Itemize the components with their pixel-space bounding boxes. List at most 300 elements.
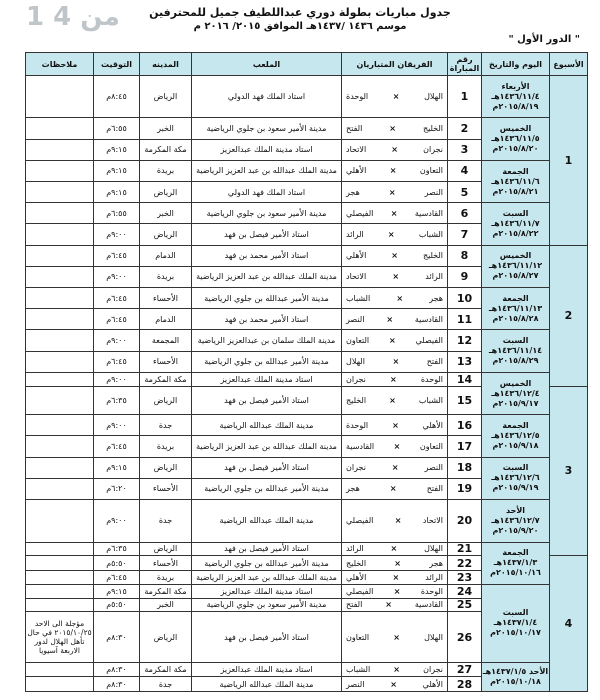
kickoff-time: ٦:٤٥م: [94, 309, 140, 330]
teams-pair: [346, 573, 443, 582]
city: الرياض: [140, 182, 192, 203]
week-number: 3: [550, 386, 588, 556]
versus-mark: ×: [390, 679, 397, 689]
match-note: [26, 662, 94, 676]
away-team: التعاون: [346, 336, 370, 346]
teams-pair: [346, 124, 443, 133]
away-team: النصر: [346, 314, 365, 324]
table-row: [26, 288, 588, 309]
versus-mark: ×: [389, 336, 396, 346]
versus-mark: ×: [389, 484, 397, 494]
match-note: [26, 160, 94, 181]
match-date: الجمعة ١٤٣٦/١١/٦هـ ٢٠١٥/٨/٢١م: [482, 160, 550, 202]
city: الأحساء: [140, 478, 192, 499]
teams-pair: [346, 357, 443, 366]
match-number: 4: [448, 160, 482, 181]
match-note: [26, 542, 94, 556]
stadium: استاد مدينة الملك عبدالعزيز: [192, 584, 342, 598]
teams-pair: [346, 600, 443, 609]
kickoff-time: ٩:١٥م: [94, 457, 140, 478]
match-teams: [342, 598, 448, 612]
kickoff-time: ٦:٥٥م: [94, 118, 140, 139]
away-team: الرائد: [346, 544, 364, 554]
home-team: الوحدة: [420, 374, 443, 384]
home-team: نجران: [423, 665, 443, 675]
match-note: [26, 288, 94, 309]
away-team: الأهلي: [346, 166, 367, 176]
match-number: 13: [448, 351, 482, 372]
col-date: اليوم والتاريخ: [482, 53, 550, 76]
away-team: الخليج: [346, 395, 367, 405]
home-team: الفيصلي: [415, 336, 443, 346]
col-week: الأسبوع: [550, 53, 588, 76]
match-number: 21: [448, 542, 482, 556]
city: بريدة: [140, 160, 192, 181]
teams-pair: [346, 544, 443, 553]
away-team: الاتحاد: [346, 272, 367, 282]
away-team: الأهلي: [346, 251, 367, 261]
match-teams: [342, 139, 448, 160]
match-number: 16: [448, 415, 482, 436]
stadium: مدينة الملك عبدالله بن عبد العزيز الرياضية: [192, 160, 342, 181]
stadium: مدينة الأمير عبدالله بن جلوي الرياضية: [192, 351, 342, 372]
match-teams: [342, 386, 448, 415]
match-number: 26: [448, 612, 482, 663]
match-note: [26, 500, 94, 542]
stadium: مدينة الملك عبدالله بن عبد العزيز الرياضية: [192, 266, 342, 287]
match-note: [26, 224, 94, 245]
table-row: [26, 245, 588, 266]
week-number: 2: [550, 245, 588, 386]
city: الخبر: [140, 118, 192, 139]
match-teams: [342, 436, 448, 457]
versus-mark: ×: [396, 293, 404, 303]
match-number: 18: [448, 457, 482, 478]
match-number: 5: [448, 182, 482, 203]
home-team: الخليج: [422, 251, 443, 261]
kickoff-time: ٩:١٥م: [94, 584, 140, 598]
stadium: مدينة الأمير سعود بن جلوي الرياضية: [192, 203, 342, 224]
kickoff-time: ٦:٢٠م: [94, 478, 140, 499]
kickoff-time: ٦:٤٥م: [94, 571, 140, 585]
match-teams: [342, 612, 448, 663]
match-note: [26, 76, 94, 118]
match-number: 9: [448, 266, 482, 287]
table-row: [26, 500, 588, 542]
away-team: الوحدة: [346, 420, 369, 430]
city: الرياض: [140, 612, 192, 663]
match-date: السبت ١٤٣٦/١١/٧هـ ٢٠١٥/٨/٢٢م: [482, 203, 550, 245]
match-note: مؤجلة الى الاحد ٢٠١٥/١٠/٢٥ في حال تأهل الهلال لدور الاربعة آسيويا: [26, 612, 94, 663]
match-number: 15: [448, 386, 482, 415]
match-note: [26, 182, 94, 203]
stadium: استاد الأمير محمد بن فهد: [192, 245, 342, 266]
teams-pair: [346, 336, 443, 345]
match-number: 1: [448, 76, 482, 118]
match-number: 12: [448, 330, 482, 351]
kickoff-time: ٩:٠٠م: [94, 415, 140, 436]
versus-mark: ×: [389, 124, 396, 134]
city: الأحساء: [140, 288, 192, 309]
stadium: مدينة الملك سلمان بن عبدالعزيز الرياضية: [192, 330, 342, 351]
home-team: القادسية: [414, 600, 443, 610]
table-row: [26, 662, 588, 676]
city: مكة المكرمة: [140, 372, 192, 386]
match-number: 19: [448, 478, 482, 499]
match-teams: [342, 245, 448, 266]
away-team: نجران: [346, 463, 366, 473]
teams-pair: [346, 251, 443, 260]
city: مكة المكرمة: [140, 139, 192, 160]
match-note: [26, 457, 94, 478]
away-team: القادسية: [346, 442, 375, 452]
home-team: الهلال: [424, 92, 443, 102]
match-teams: [342, 457, 448, 478]
match-number: 23: [448, 571, 482, 585]
match-teams: [342, 351, 448, 372]
teams-pair: [346, 92, 443, 101]
match-note: [26, 556, 94, 571]
match-date: الخميس ١٤٣٦/١١/١٢هـ ٢٠١٥/٨/٢٧م: [482, 245, 550, 287]
stadium: استاد الأمير فيصل بن فهد: [192, 457, 342, 478]
teams-pair: [346, 484, 443, 493]
season-line: موسم ١٤٣٦ /١٤٣٧هـ الموافق ٢٠١٥/ ٢٠١٦ م: [193, 21, 407, 32]
home-team: هجر: [429, 558, 443, 568]
home-team: النصر: [424, 187, 443, 197]
home-team: الخليج: [422, 124, 443, 134]
kickoff-time: ٩:٠٠م: [94, 266, 140, 287]
match-note: [26, 139, 94, 160]
stadium: استاد الملك فهد الدولي: [192, 76, 342, 118]
home-team: الهلال: [424, 632, 443, 642]
match-note: [26, 598, 94, 612]
kickoff-time: ٩:١٥م: [94, 160, 140, 181]
away-team: الأهلي: [346, 573, 367, 583]
kickoff-time: ٦:٤٥م: [94, 436, 140, 457]
match-date: الأربعاء ١٤٣٦/١١/٤هـ ٢٠١٥/٨/١٩م: [482, 76, 550, 118]
versus-mark: ×: [392, 573, 400, 583]
table-row: [26, 330, 588, 351]
schedule-table: [25, 52, 588, 692]
col-city: المدينه: [140, 53, 192, 76]
stadium: مدينة الأمير عبدالله بن جلوي الرياضية: [192, 288, 342, 309]
versus-mark: ×: [393, 665, 400, 675]
match-teams: [342, 372, 448, 386]
match-teams: [342, 415, 448, 436]
round-label: " الدور الأول ": [508, 34, 580, 45]
versus-mark: ×: [393, 586, 401, 596]
city: جدة: [140, 500, 192, 542]
kickoff-time: ٦:٣٥م: [94, 542, 140, 556]
match-number: 27: [448, 662, 482, 676]
away-team: الوحدة: [346, 92, 369, 102]
col-match-number: رقم المباراة: [448, 53, 482, 76]
kickoff-time: ٥:٥٠م: [94, 556, 140, 571]
versus-mark: ×: [390, 544, 398, 554]
city: بريدة: [140, 266, 192, 287]
week-number: 4: [550, 556, 588, 692]
teams-pair: [346, 680, 443, 689]
match-note: [26, 351, 94, 372]
stadium: مدينة الملك عبدالله بن عبد العزيز الرياضية: [192, 571, 342, 585]
col-teams: الفريقان المتباريان: [342, 53, 448, 76]
teams-pair: [346, 559, 443, 568]
match-teams: [342, 182, 448, 203]
home-team: النصر: [424, 463, 443, 473]
away-team: الشباب: [346, 665, 371, 675]
home-team: الرائد: [425, 272, 443, 282]
versus-mark: ×: [389, 395, 396, 405]
away-team: هجر: [346, 187, 360, 197]
teams-pair: [346, 209, 443, 218]
home-team: القادسية: [414, 208, 443, 218]
page-indicator: 1 من 4: [26, 2, 120, 32]
match-teams: [342, 330, 448, 351]
teams-pair: [346, 188, 443, 197]
kickoff-time: ٩:١٥م: [94, 182, 140, 203]
match-note: [26, 386, 94, 415]
versus-mark: ×: [390, 208, 398, 218]
kickoff-time: ٦:٤٥م: [94, 351, 140, 372]
match-teams: [342, 224, 448, 245]
city: الرياض: [140, 76, 192, 118]
home-team: نجران: [423, 145, 443, 155]
city: جدة: [140, 415, 192, 436]
city: بريدة: [140, 571, 192, 585]
home-team: التعاون: [419, 442, 443, 452]
match-date: السبت ١٤٣٦/١٢/٦هـ ٢٠١٥/٩/١٩م: [482, 457, 550, 499]
versus-mark: ×: [393, 442, 401, 452]
teams-pair: [346, 315, 443, 324]
city: الأحساء: [140, 556, 192, 571]
match-number: 22: [448, 556, 482, 571]
teams-pair: [346, 145, 443, 154]
versus-mark: ×: [392, 420, 399, 430]
match-number: 3: [448, 139, 482, 160]
stadium: مدينة الملك عبدالله الرياضية: [192, 677, 342, 692]
home-team: الفتح: [426, 357, 443, 367]
match-note: [26, 118, 94, 139]
match-teams: [342, 118, 448, 139]
teams-pair: [346, 375, 443, 384]
versus-mark: ×: [386, 314, 394, 324]
city: الرياض: [140, 224, 192, 245]
match-date: الخميس ١٤٣٦/١١/٥هـ ٢٠١٥/٨/٢٠م: [482, 118, 550, 160]
teams-pair: [346, 633, 443, 642]
match-note: [26, 584, 94, 598]
match-date: الأحد ١٤٣٦/١٢/٧هـ ٢٠١٥/٩/٢٠م: [482, 500, 550, 542]
teams-pair: [346, 421, 443, 430]
kickoff-time: ٩:١٥م: [94, 139, 140, 160]
teams-pair: [346, 396, 443, 405]
kickoff-time: ٨:٣٠م: [94, 662, 140, 676]
stadium: استاد مدينة الملك عبدالعزيز: [192, 662, 342, 676]
kickoff-time: ٩:٠٠م: [94, 372, 140, 386]
match-teams: [342, 556, 448, 571]
schedule-body: [26, 76, 588, 692]
stadium: استاد الأمير فيصل بن فهد: [192, 224, 342, 245]
match-number: 24: [448, 584, 482, 598]
teams-pair: [346, 463, 443, 472]
table-row: [26, 584, 588, 598]
kickoff-time: ٨:٣٠م: [94, 677, 140, 692]
match-teams: [342, 478, 448, 499]
versus-mark: ×: [388, 187, 396, 197]
table-row: [26, 118, 588, 139]
away-team: التعاون: [346, 632, 370, 642]
match-number: 2: [448, 118, 482, 139]
city: جدة: [140, 677, 192, 692]
match-teams: [342, 542, 448, 556]
match-teams: [342, 266, 448, 287]
kickoff-time: ٨:٣٠م: [94, 612, 140, 663]
teams-pair: [346, 166, 443, 175]
teams-pair: [346, 272, 443, 281]
match-number: 6: [448, 203, 482, 224]
kickoff-time: ٦:٤٥م: [94, 288, 140, 309]
match-date: الجمعة ١٤٣٧/١/٣هـ ٢٠١٥/١٠/١٦م: [482, 542, 550, 584]
table-row: [26, 160, 588, 181]
city: الرياض: [140, 386, 192, 415]
city: الرياض: [140, 542, 192, 556]
city: المجمعة: [140, 330, 192, 351]
document-title: جدول مباريات بطولة دوري عبداللطيف جميل للمحترفين: [149, 6, 451, 19]
match-number: 20: [448, 500, 482, 542]
city: مكة المكرمة: [140, 584, 192, 598]
match-number: 14: [448, 372, 482, 386]
match-number: 11: [448, 309, 482, 330]
match-date: السبت ١٤٣٦/١١/١٤هـ ٢٠١٥/٨/٢٩م: [482, 330, 550, 372]
kickoff-time: ٩:٠٠م: [94, 500, 140, 542]
kickoff-time: ٦:٣٥م: [94, 386, 140, 415]
table-row: [26, 372, 588, 386]
match-date: الجمعة ١٤٣٦/١١/١٣هـ ٢٠١٥/٨/٢٨م: [482, 288, 550, 330]
kickoff-time: ٦:٤٥م: [94, 245, 140, 266]
city: بريدة: [140, 436, 192, 457]
versus-mark: ×: [391, 145, 398, 155]
stadium: مدينة الأمير عبدالله بن جلوي الرياضية: [192, 478, 342, 499]
stadium: مدينة الأمير عبدالله بن جلوي الرياضية: [192, 556, 342, 571]
city: الأحساء: [140, 351, 192, 372]
versus-mark: ×: [394, 558, 401, 568]
table-row: [26, 76, 588, 118]
col-time: التوقيت: [94, 53, 140, 76]
kickoff-time: ٦:٥٥م: [94, 203, 140, 224]
stadium: مدينة الملك عبدالله الرياضية: [192, 415, 342, 436]
home-team: الوحدة: [420, 586, 443, 596]
teams-pair: [346, 294, 443, 303]
match-number: 10: [448, 288, 482, 309]
match-date: الخميس ١٤٣٦/١٢/٤هـ ٢٠١٥/٩/١٧م: [482, 372, 550, 414]
stadium: مدينة الأمير سعود بن جلوي الرياضية: [192, 118, 342, 139]
match-note: [26, 571, 94, 585]
versus-mark: ×: [394, 516, 402, 526]
versus-mark: ×: [385, 600, 392, 610]
match-date: الجمعة ١٤٣٦/١٢/٥هـ ٢٠١٥/٩/١٨م: [482, 415, 550, 457]
versus-mark: ×: [392, 272, 400, 282]
week-number: 1: [550, 76, 588, 246]
match-teams: [342, 203, 448, 224]
kickoff-time: ٩:٠٠م: [94, 224, 140, 245]
versus-mark: ×: [391, 251, 398, 261]
table-row: [26, 457, 588, 478]
stadium: استاد الأمير فيصل بن فهد: [192, 612, 342, 663]
match-note: [26, 330, 94, 351]
stadium: استاد مدينة الملك عبدالعزيز: [192, 372, 342, 386]
away-team: النصر: [346, 679, 365, 689]
versus-mark: ×: [389, 166, 397, 176]
match-note: [26, 677, 94, 692]
document-header: [0, 6, 600, 34]
versus-mark: ×: [387, 230, 395, 240]
kickoff-time: ٥:٥٠م: [94, 598, 140, 612]
match-number: 7: [448, 224, 482, 245]
home-team: هجر: [429, 293, 443, 303]
schedule-table-container: [25, 52, 587, 692]
away-team: الفيصلي: [346, 208, 374, 218]
match-note: [26, 436, 94, 457]
away-team: الرائد: [346, 230, 364, 240]
versus-mark: ×: [391, 463, 399, 473]
stadium: استاد الملك فهد الدولي: [192, 182, 342, 203]
city: الخبر: [140, 598, 192, 612]
col-stadium: الملعب: [192, 53, 342, 76]
stadium: مدينة الملك عبدالله بن عبد العزيز الرياضية: [192, 436, 342, 457]
match-teams: [342, 500, 448, 542]
home-team: الأهلي: [422, 420, 443, 430]
versus-mark: ×: [390, 374, 397, 384]
versus-mark: ×: [392, 92, 400, 102]
home-team: الشباب: [418, 395, 443, 405]
match-teams: [342, 662, 448, 676]
home-team: الشباب: [418, 230, 443, 240]
home-team: القادسية: [414, 314, 443, 324]
match-teams: [342, 309, 448, 330]
stadium: استاد مدينة الملك عبدالعزيز: [192, 139, 342, 160]
match-number: 8: [448, 245, 482, 266]
city: الخبر: [140, 203, 192, 224]
away-team: الفيصلي: [346, 586, 374, 596]
table-row: [26, 415, 588, 436]
city: الرياض: [140, 457, 192, 478]
table-row: [26, 203, 588, 224]
match-note: [26, 245, 94, 266]
col-notes: ملاحظات: [26, 53, 94, 76]
match-note: [26, 203, 94, 224]
city: مكة المكرمة: [140, 662, 192, 676]
match-teams: [342, 677, 448, 692]
match-teams: [342, 571, 448, 585]
teams-pair: [346, 516, 443, 525]
stadium: استاد الأمير فيصل بن فهد: [192, 542, 342, 556]
match-teams: [342, 288, 448, 309]
versus-mark: ×: [392, 357, 400, 367]
away-team: الشباب: [346, 293, 371, 303]
match-date: السبت ١٤٣٧/١/٤هـ ٢٠١٥/١٠/١٧م: [482, 584, 550, 662]
match-note: [26, 309, 94, 330]
match-note: [26, 372, 94, 386]
away-team: الفتح: [346, 600, 363, 610]
away-team: الخليج: [346, 558, 367, 568]
table-header-row: [26, 53, 588, 76]
away-team: الفتح: [346, 124, 363, 134]
home-team: الرائد: [425, 573, 443, 583]
match-number: 28: [448, 677, 482, 692]
away-team: الاتحاد: [346, 145, 367, 155]
match-number: 17: [448, 436, 482, 457]
city: الدمام: [140, 309, 192, 330]
home-team: الاتحاد: [422, 516, 443, 526]
